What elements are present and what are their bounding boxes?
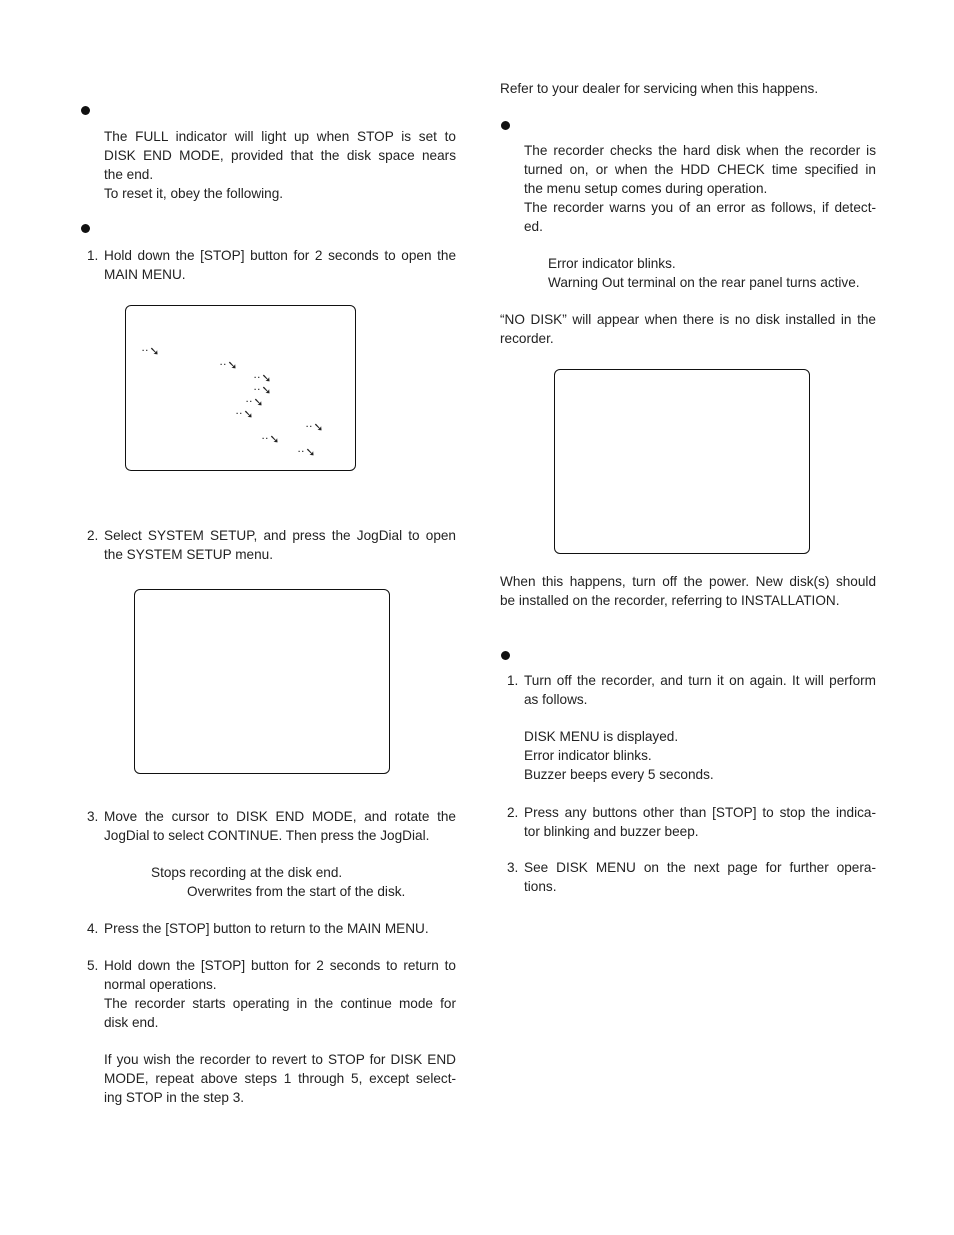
option-continue-description: Overwrites from the start of the disk. <box>187 884 406 899</box>
system-setup-screen <box>134 589 390 774</box>
full-indicator-text: The FULL indicator will light up when STOP is set to DISK END MODE, provided that the disk space nears the end. To reset it, obey the following. <box>104 129 456 201</box>
hdd-check-text: The recorder checks the hard disk when the recorder is turned on, or when the HDD CHECK time specified in the menu setup comes during operation. The recorder warns you of an error as follows, if detect- ed. <box>524 143 876 234</box>
servicing-note: Refer to your dealer for servicing when this happens. <box>500 81 819 96</box>
right-step-3: 3. See DISK MENU on the next page for further opera- tions. <box>507 860 876 894</box>
left-step-5: 5. Hold down the [STOP] button for 2 seconds to return to normal operations. The recorder starts operating in the continue mode for disk end. <box>87 958 456 1030</box>
menu-arrow-icon: ··➘ <box>142 344 160 358</box>
menu-arrow-icon: ··➘ <box>254 383 272 397</box>
no-disk-screen <box>554 369 810 554</box>
hdd-warning-list: Error indicator blinks. Warning Out terminal on the rear panel turns active. <box>548 256 860 290</box>
section-bullet <box>81 224 90 233</box>
menu-arrow-icon: ··➘ <box>298 445 316 459</box>
menu-arrow-icon: ··➘ <box>306 420 324 434</box>
restart-results-list: DISK MENU is displayed. Error indicator blinks. Buzzer beeps every 5 seconds. <box>524 729 714 782</box>
section-bullet <box>501 651 510 660</box>
menu-arrow-icon: ··➘ <box>262 432 280 446</box>
menu-arrow-icon: ··➘ <box>254 371 272 385</box>
right-step-2: 2. Press any buttons other than [STOP] to stop the indica- tor blinking and buzzer beep. <box>507 805 876 839</box>
revert-note: If you wish the recorder to revert to STOP for DISK END MODE, repeat above steps 1 through 5, except select- ing STOP in the step 3. <box>104 1052 456 1105</box>
right-step-1: 1. Turn off the recorder, and turn it on again. It will perform as follows. <box>507 673 876 707</box>
left-step-4: 4. Press the [STOP] button to return to the MAIN MENU. <box>87 921 429 936</box>
left-step-2: 2. Select SYSTEM SETUP, and press the JogDial to open the SYSTEM SETUP menu. <box>87 528 456 562</box>
power-note: When this happens, turn off the power. New disk(s) should be installed on the recorder, referring to INSTALLATION. <box>500 574 876 608</box>
section-bullet <box>81 106 90 115</box>
menu-arrow-icon: ··➘ <box>220 358 238 372</box>
no-disk-note: “NO DISK” will appear when there is no disk installed in the recorder. <box>500 312 876 346</box>
main-menu-screen <box>125 305 356 471</box>
left-step-3: 3. Move the cursor to DISK END MODE, and rotate the JogDial to select CONTINUE. Then press the JogDial. <box>87 809 456 843</box>
option-stop-description: Stops recording at the disk end. <box>151 865 343 880</box>
section-bullet <box>501 121 510 130</box>
left-step-1: 1. Hold down the [STOP] button for 2 seconds to open the MAIN MENU. <box>87 248 456 282</box>
menu-arrow-icon: ··➘ <box>236 407 254 421</box>
menu-arrow-icon: ··➘ <box>246 395 264 409</box>
